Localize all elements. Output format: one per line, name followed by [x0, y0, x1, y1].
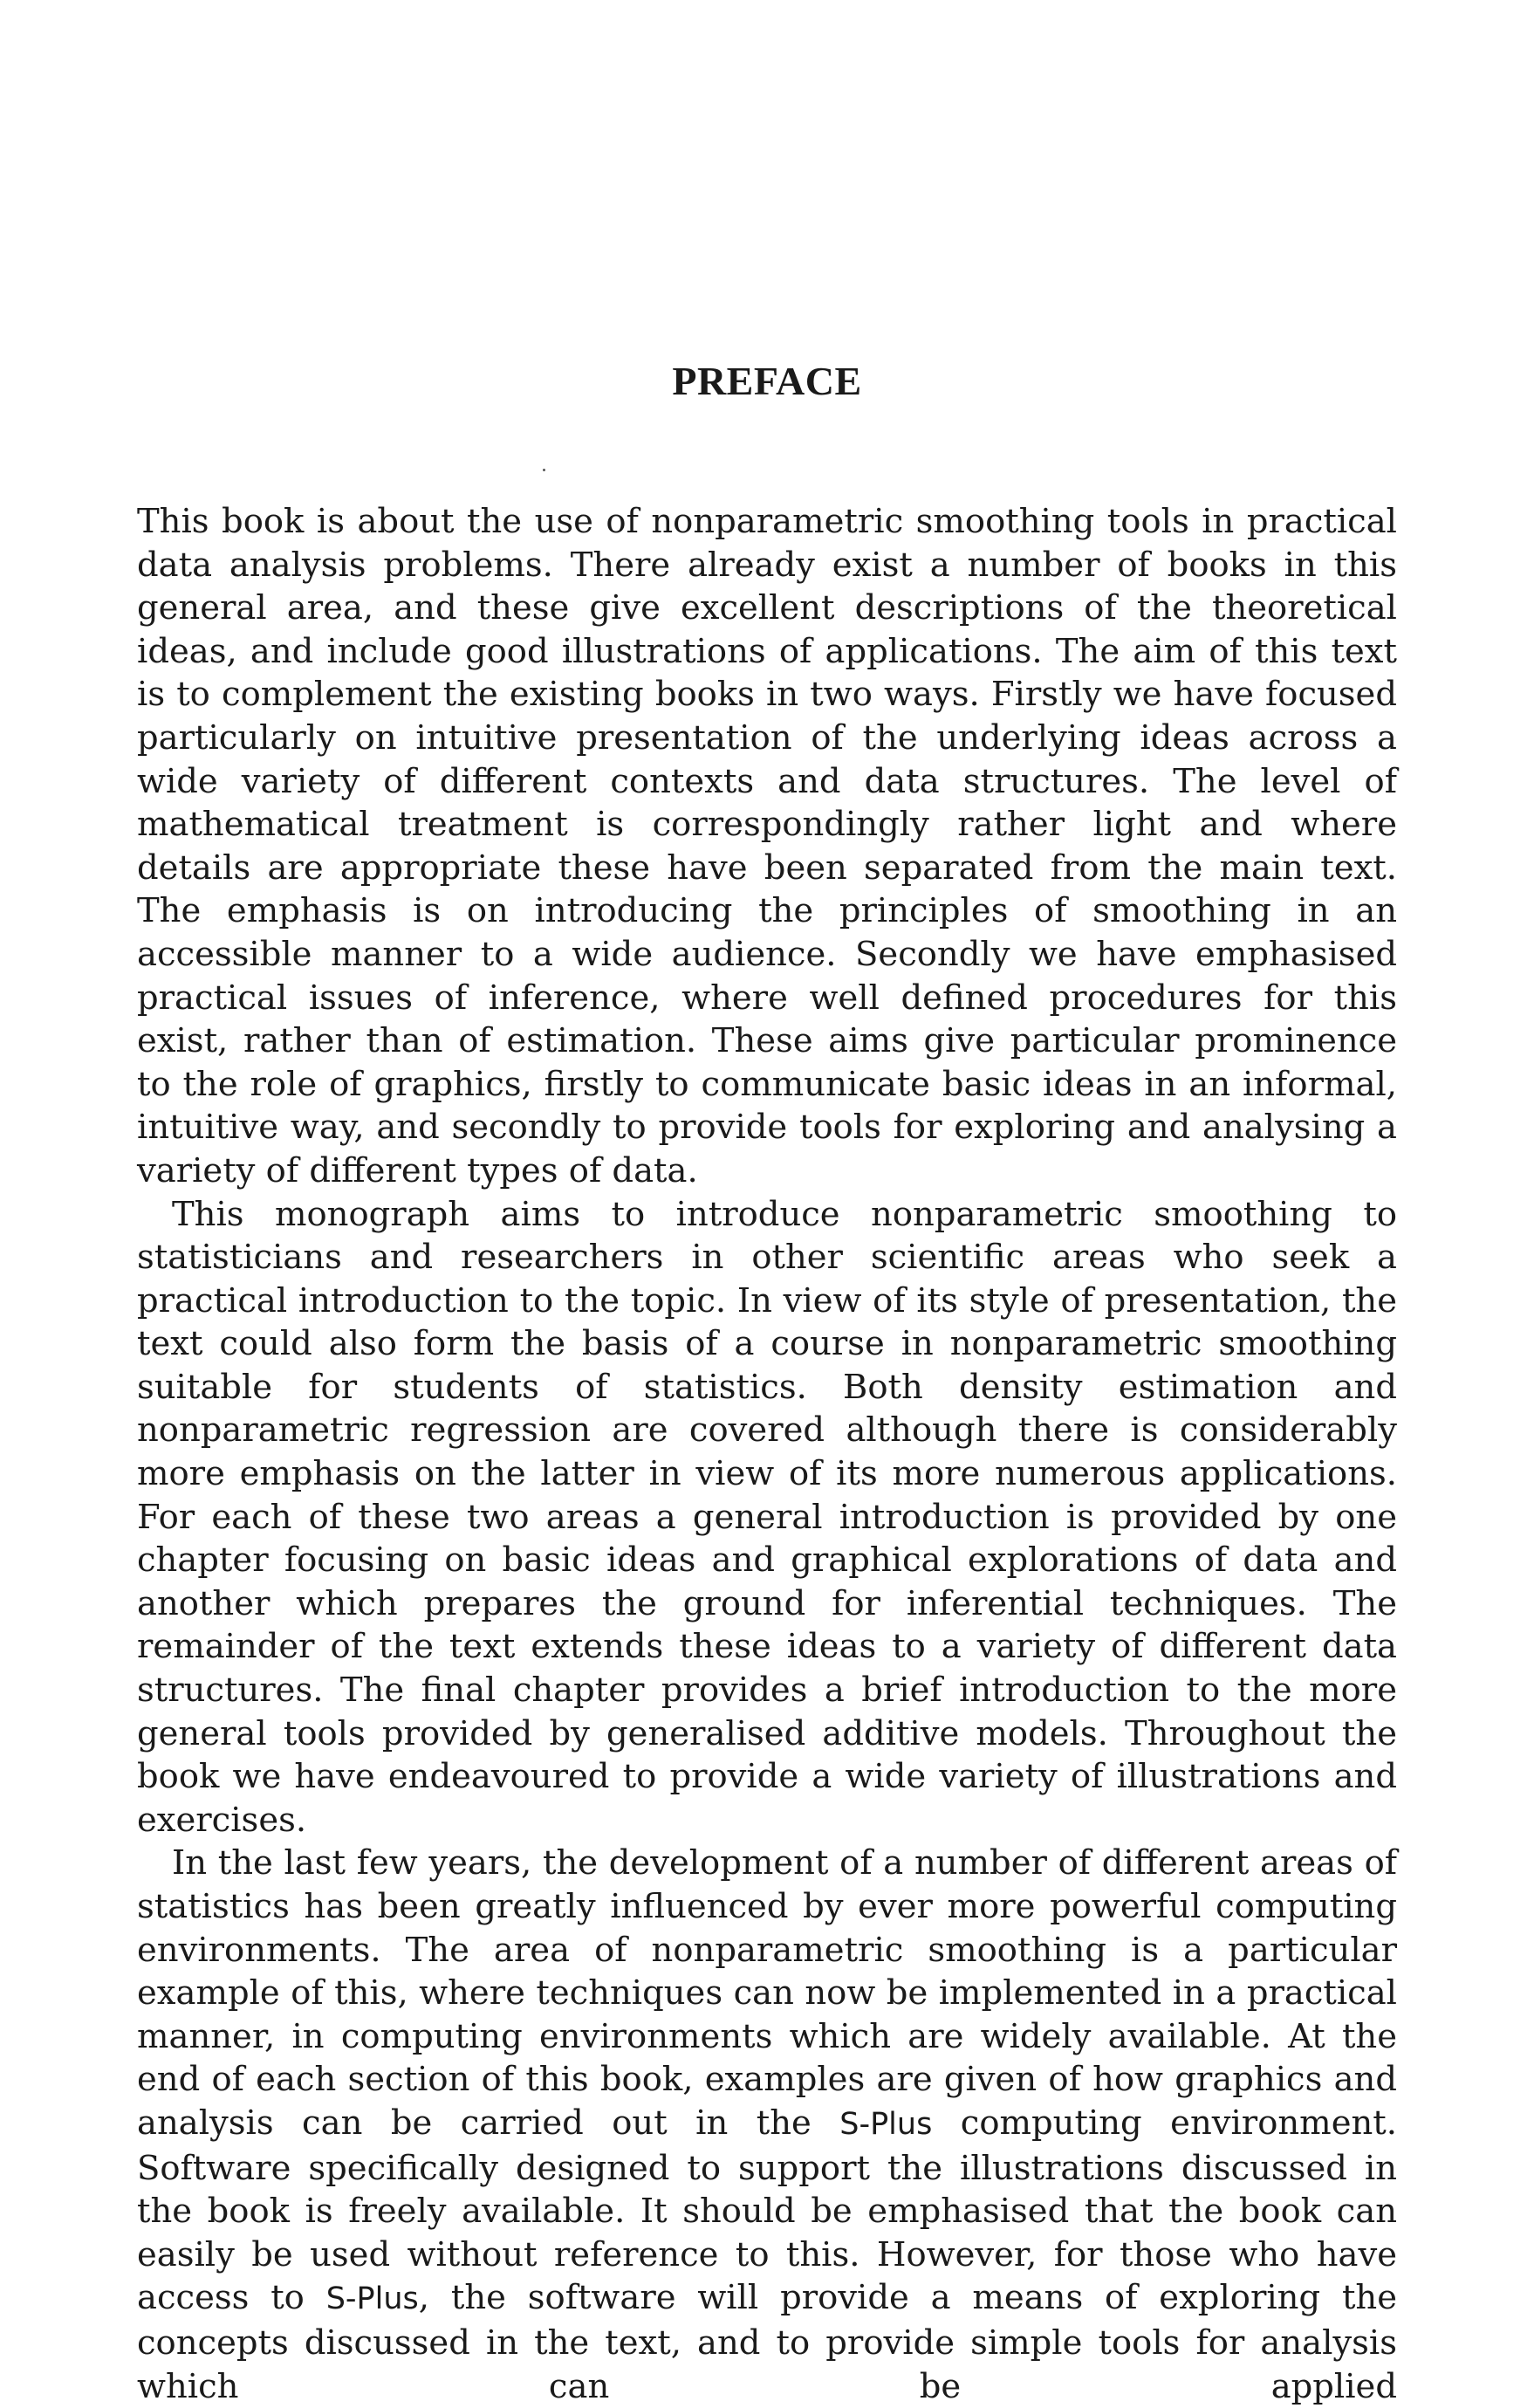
- paragraph-text: This book is about the use of nonparametric smoothing tools in practical data analysis problems. There already exist a number of books in this general area, and these give excellent descriptions of the theoretical ideas, and include good illustrations of applications. The aim of this text is to complement the existing books in two ways. Firstly we have focused particularly on intuitive presentation of the underlying ideas across a wide variety of different contexts and data structures. The level of mathematical treatment is correspondingly rather light and where details are appropriate these have been separated from the main text. The emphasis is on introducing the principles of smoothing in an accessible manner to a wide audience. Secondly we have emphasised practical issues of inference, where well defined procedures for this exist, rather than of estimation. These aims give particular prominence to the role of graphics, firstly to communicate basic ideas in an informal, intuitive way, and secondly to provide tools for exploring and analysing a variety of different types of data.: [137, 502, 1397, 1190]
- paragraph-text: In the last few years, the development of a number of different areas of statistics has been greatly influenced by ever more powerful computing environments. The area of nonparametric smoothing is a particular example of this, where techniques can now be implemented in a practical manner, in computing environments which are widely available. At the end of each section of this book, examples are given of how graphics and analysis can be carried out in the: [137, 1843, 1397, 2143]
- software-name: S-Plus: [325, 2281, 419, 2317]
- paragraph-text: This monograph aims to introduce nonparametric smoothing to statisticians and researchers in other scientific areas who seek a practical introduction to the topic. In view of its style of presentation, the text could also form the basis of a course in nonparametric smoothing suitable for students of statistics. Both density estimation and nonparametric regression are covered although there is considerably more emphasis on the latter in view of its more numerous applications. For each of these two areas a general introduction is provided by one chapter focusing on basic ideas and graphical explorations of data and another which prepares the ground for inferential techniques. The remainder of the text extends these ideas to a variety of different data structures. The final chapter provides a brief introduction to the more general tools provided by generalised additive models. Throughout the book we have endeavoured to provide a wide variety of illustrations and exercises.: [137, 1194, 1397, 1840]
- page-title: PREFACE: [672, 359, 862, 403]
- paragraph-text: computing environment. Software specifically designed to support the illustrations discussed in the book is freely available. It should be emphasised that the book can easily be used without reference to this. However, for those who have access to: [137, 2103, 1397, 2318]
- paragraph-3: [137, 1842, 1397, 2408]
- software-name: S-Plus: [839, 2106, 933, 2142]
- print-speck: [543, 469, 545, 471]
- paragraph-1: [137, 500, 1397, 1193]
- paragraph-2: [137, 1193, 1397, 1842]
- paragraph-text: , the software will provide a means of exploring the concepts discussed in the text, and to provide simple tools for analysis which can be applied: [137, 2278, 1397, 2406]
- preface-body: [137, 500, 1397, 2408]
